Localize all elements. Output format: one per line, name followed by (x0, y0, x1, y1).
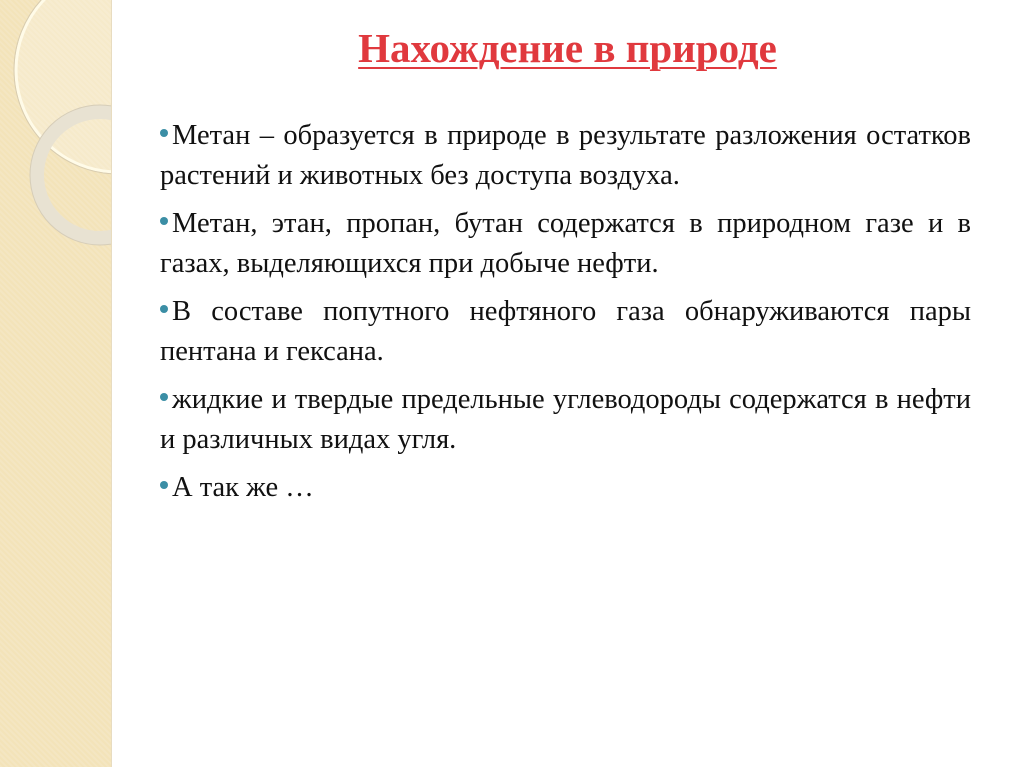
slide-title: Нахождение в природе (358, 25, 777, 71)
bullet-item (160, 292, 971, 372)
bullet-list (160, 116, 971, 516)
bullet-icon (160, 393, 168, 401)
bullet-text: А так же … (172, 472, 314, 503)
bullet-item (160, 468, 971, 508)
decorative-rings (0, 0, 112, 767)
bullet-text: В составе попутного нефтяного газа обнаруживаются пары пентана и гексана. (160, 296, 971, 367)
bullet-text: Метан – образуется в природе в результате разложения остатков растений и животных без доступа воздуха. (160, 120, 971, 191)
bullet-item (160, 116, 971, 196)
bullet-icon (160, 217, 168, 225)
bullet-item (160, 380, 971, 460)
bullet-item (160, 204, 971, 284)
bullet-icon (160, 129, 168, 137)
bullet-text: жидкие и твердые предельные углеводороды содержатся в нефти и различных видах угля. (160, 384, 971, 455)
decorative-sidebar (0, 0, 112, 767)
bullet-text: Метан, этан, пропан, бутан содержатся в природном газе и в газах, выделяющихся при добыче нефти. (160, 208, 971, 279)
bullet-icon (160, 481, 168, 489)
bullet-icon (160, 305, 168, 313)
